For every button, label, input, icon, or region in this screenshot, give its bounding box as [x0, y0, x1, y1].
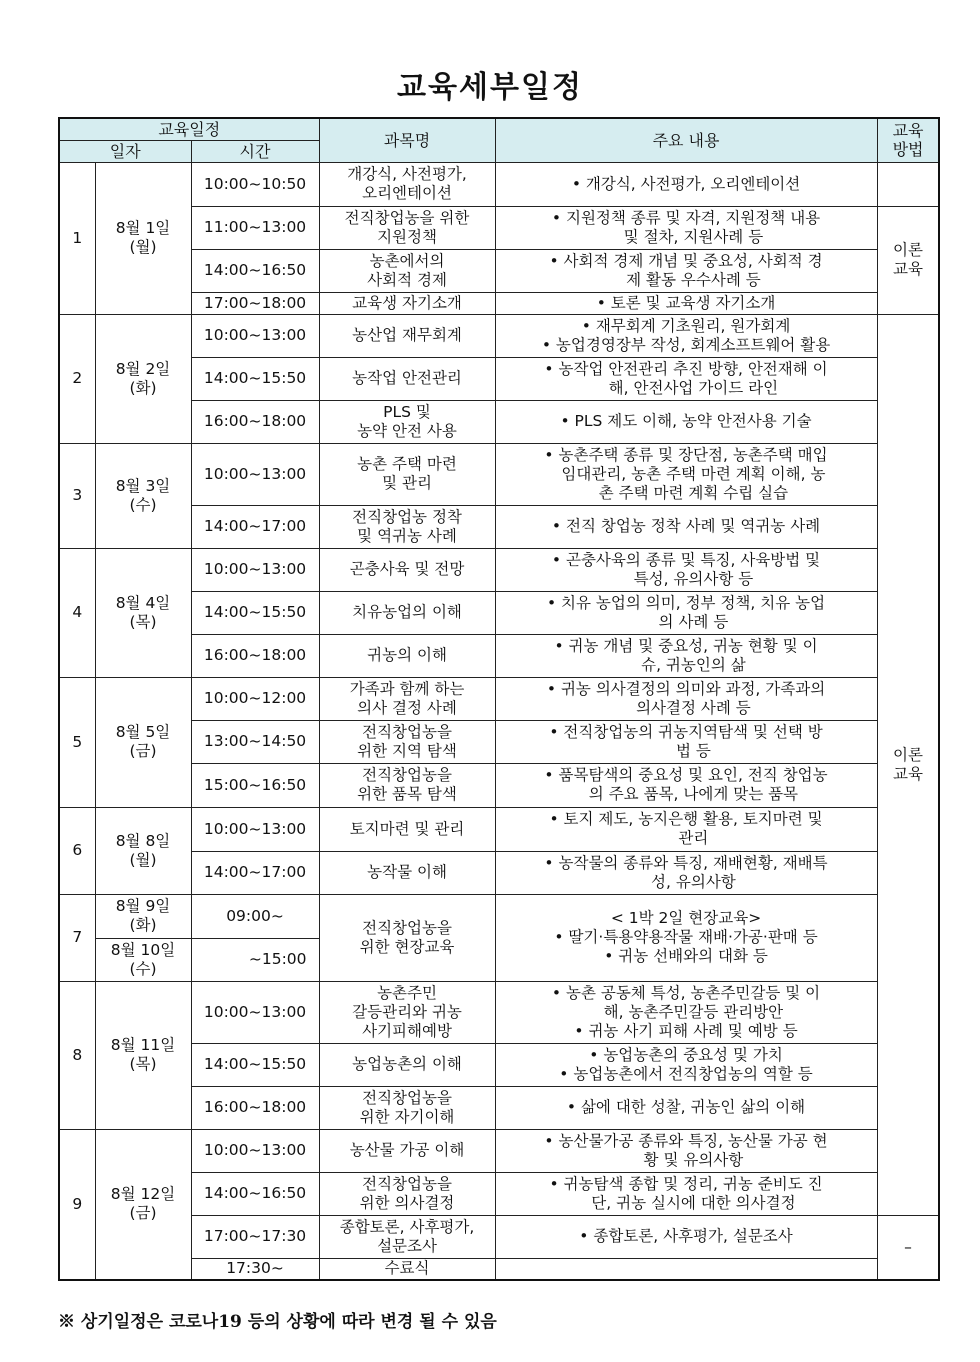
session-subject: 곤충사육 및 전망 [319, 548, 495, 591]
table-row [59, 292, 939, 314]
session-time: 14:00~15:50 [191, 591, 319, 634]
content-line: • 농촌주택 종류 및 장단점, 농촌주택 매입 [544, 445, 828, 464]
session-time: 10:00~12:00 [191, 677, 319, 720]
content-line: 해, 안전사업 가이드 라인 [593, 378, 779, 397]
session-subject: 치유농업의 이해 [319, 591, 495, 634]
content-cell [495, 1258, 877, 1280]
session-subject: 전직창업농을 위한 품목 탐색 [319, 763, 495, 807]
session-subject: 종합토론, 사후평가, 설문조사 [319, 1215, 495, 1258]
day-date: 8월 8일 (월) [95, 807, 191, 894]
day-number: 7 [59, 894, 95, 981]
content-line: • 농촌 공동체 특성, 농촌주민갈등 및 이 [551, 983, 821, 1002]
session-time: 16:00~18:00 [191, 1086, 319, 1129]
header-subject: 과목명 [319, 118, 495, 162]
table-row [59, 591, 939, 634]
table-row [59, 249, 939, 292]
content-line: 특성, 유의사항 등 [618, 569, 754, 588]
table-row [59, 720, 939, 763]
table-row [59, 677, 939, 720]
content-line: • 토론 및 교육생 자기소개 [596, 293, 776, 312]
session-subject: 수료식 [319, 1258, 495, 1280]
content-line: • PLS 제도 이해, 농약 안전사용 기술 [560, 412, 812, 430]
method-cell: – [877, 1215, 939, 1280]
table-row [59, 851, 939, 894]
content-cell [495, 314, 877, 357]
day-date: 8월 2일 (화) [95, 314, 191, 443]
content-line: 의 사례 등 [643, 612, 729, 631]
table-row [59, 1086, 939, 1129]
schedule-body [59, 162, 939, 1280]
content-line: • 딸기·특용약용작물 재배·가공·판매 등 [554, 928, 818, 946]
content-line: 제 활동 우수사례 등 [611, 270, 761, 289]
session-time: 14:00~15:50 [191, 357, 319, 400]
content-cell [495, 851, 877, 894]
content-line: • 귀농 선배와의 대화 등 [604, 947, 768, 965]
day-number: 8 [59, 981, 95, 1129]
content-line: 법 등 [661, 741, 711, 760]
content-line: 슈, 귀농인의 삶 [626, 655, 746, 674]
day-number: 9 [59, 1129, 95, 1280]
session-subject: 귀농의 이해 [319, 634, 495, 677]
table-row [59, 981, 939, 1043]
day-number: 2 [59, 314, 95, 443]
content-cell [495, 162, 877, 206]
session-subject: 교육생 자기소개 [319, 292, 495, 314]
session-subject: PLS 및 농약 안전 사용 [319, 400, 495, 443]
content-line: • 귀농 의사결정의 의미와 과정, 가족과의 [546, 679, 826, 698]
content-cell [495, 548, 877, 591]
session-time: ~15:00 [191, 938, 319, 981]
session-subject: 농산업 재무회계 [319, 314, 495, 357]
content-cell [495, 1043, 877, 1086]
content-cell [495, 763, 877, 807]
table-row [59, 1043, 939, 1086]
session-subject: 개강식, 사전평가, 오리엔테이션 [319, 162, 495, 206]
day-number: 3 [59, 443, 95, 548]
day-number: 5 [59, 677, 95, 807]
content-cell [495, 1129, 877, 1172]
header-schedule: 교육일정 [59, 118, 319, 140]
content-line: • 귀농탐색 종합 및 정리, 귀농 준비도 진 [549, 1174, 823, 1193]
page-title: 교육세부일정 [397, 70, 583, 105]
content-cell [495, 357, 877, 400]
table-row [59, 763, 939, 807]
content-line: • 개강식, 사전평가, 오리엔테이션 [571, 174, 801, 193]
day-date: 8월 1일 (월) [95, 162, 191, 314]
session-time: 17:00~18:00 [191, 292, 319, 314]
footnote: ※ 상기일정은 코로나19 등의 상황에 따라 변경 될 수 있음 [58, 1312, 497, 1332]
content-line: 해, 농촌주민갈등 관리방안 [588, 1002, 784, 1021]
table-row [59, 1215, 939, 1258]
table-row [59, 634, 939, 677]
content-line: • 전직창업농의 귀농지역탐색 및 선택 방 [549, 722, 823, 741]
content-cell [495, 1086, 877, 1129]
content-line: • 지원정책 종류 및 자격, 지원정책 내용 [551, 208, 821, 227]
table-row [59, 206, 939, 249]
day-date: 8월 10일 (수) [95, 938, 191, 981]
session-time: 10:00~13:00 [191, 807, 319, 851]
content-line: • 치유 농업의 의미, 정부 정책, 치유 농업 [546, 593, 826, 612]
content-line: • 곤충사육의 종류 및 특징, 사육방법 및 [551, 550, 821, 569]
session-time: 10:00~13:00 [191, 981, 319, 1043]
day-date: 8월 5일 (금) [95, 677, 191, 807]
day-date: 8월 12일 (금) [95, 1129, 191, 1280]
session-time: 14:00~17:00 [191, 851, 319, 894]
content-line: • 전직 창업농 정착 사례 및 역귀농 사례 [551, 517, 821, 535]
content-line: • 농업농촌의 중요성 및 가치 [589, 1045, 783, 1064]
session-subject: 농업농촌의 이해 [319, 1043, 495, 1086]
content-cell [495, 634, 877, 677]
session-subject: 전직창업농 정착 및 역귀농 사례 [319, 505, 495, 548]
content-line: 황 및 유의사항 [628, 1150, 744, 1169]
table-row [59, 807, 939, 851]
content-line: • 농업농촌에서 전직창업농의 역할 등 [559, 1064, 813, 1083]
session-time: 13:00~14:50 [191, 720, 319, 763]
content-line: • 재무회계 기초원리, 원가회계 [581, 316, 791, 335]
content-line: • 농업경영장부 작성, 회계소프트웨어 활용 [541, 335, 831, 354]
content-cell [495, 206, 877, 249]
content-cell [495, 292, 877, 314]
session-time: 17:00~17:30 [191, 1215, 319, 1258]
content-line: 의사결정 사례 등 [621, 698, 751, 717]
day-date: 8월 4일 (목) [95, 548, 191, 677]
session-subject: 전직창업농을 위한 의사결정 [319, 1172, 495, 1215]
table-row [59, 505, 939, 548]
schedule-table [58, 117, 940, 1281]
table-row [59, 162, 939, 206]
content-line: • 귀농 개념 및 중요성, 귀농 현황 및 이 [554, 636, 818, 655]
table-row [59, 314, 939, 357]
session-time: 14:00~17:00 [191, 505, 319, 548]
session-time: 09:00~ [191, 894, 319, 938]
content-cell [495, 894, 877, 981]
table-row [59, 400, 939, 443]
content-cell [495, 249, 877, 292]
content-line: 관리 [663, 829, 709, 847]
content-cell [495, 720, 877, 763]
header-method: 교육 방법 [877, 118, 939, 162]
session-subject: 가족과 함께 하는 의사 결정 사례 [319, 677, 495, 720]
content-cell [495, 591, 877, 634]
session-time: 14:00~16:50 [191, 1172, 319, 1215]
session-time: 10:00~13:00 [191, 548, 319, 591]
session-time: 16:00~18:00 [191, 400, 319, 443]
content-cell [495, 443, 877, 505]
method-cell [877, 162, 939, 206]
header-time: 시간 [191, 140, 319, 162]
content-line: 임대관리, 농촌 주택 마련 계획 이해, 농 [546, 464, 826, 483]
table-row [59, 894, 939, 938]
session-time: 14:00~16:50 [191, 249, 319, 292]
day-date: 8월 11일 (목) [95, 981, 191, 1129]
session-subject: 토지마련 및 관리 [319, 807, 495, 851]
content-cell [495, 505, 877, 548]
session-subject: 농촌주민 갈등관리와 귀농 사기피해예방 [319, 981, 495, 1043]
session-time: 15:00~16:50 [191, 763, 319, 807]
content-line: • 귀농 사기 피해 사례 및 예방 등 [574, 1021, 798, 1040]
day-date: 8월 9일 (화) [95, 894, 191, 938]
session-subject: 농산물 가공 이해 [319, 1129, 495, 1172]
content-cell [495, 1215, 877, 1258]
content-line: • 삶에 대한 성찰, 귀농인 삶의 이해 [566, 1098, 806, 1116]
content-line: 및 절차, 지원사례 등 [608, 227, 764, 246]
session-time: 10:00~10:50 [191, 162, 319, 206]
session-subject: 전직창업농을 위한 자기이해 [319, 1086, 495, 1129]
table-row [59, 1172, 939, 1215]
content-cell [495, 677, 877, 720]
session-time: 14:00~15:50 [191, 1043, 319, 1086]
content-line: • 품목탐색의 중요성 및 요인, 전직 창업농 [544, 766, 828, 784]
session-time: 10:00~13:00 [191, 314, 319, 357]
content-cell [495, 1172, 877, 1215]
method-cell: 이론 교육 [877, 206, 939, 314]
content-line: • 농작업 안전관리 추진 방향, 안전재해 이 [544, 359, 828, 378]
header-content: 주요 내용 [495, 118, 877, 162]
day-date: 8월 3일 (수) [95, 443, 191, 548]
day-number: 1 [59, 162, 95, 314]
session-time: 11:00~13:00 [191, 206, 319, 249]
session-subject: 농작물 이해 [319, 851, 495, 894]
session-subject: 전직창업농을 위한 지원정책 [319, 206, 495, 249]
content-cell [495, 400, 877, 443]
header-date: 일자 [59, 140, 191, 162]
session-subject: 전직창업농을 위한 현장교육 [319, 894, 495, 981]
day-number: 6 [59, 807, 95, 894]
table-row [59, 1129, 939, 1172]
content-line: • 농산물가공 종류와 특징, 농산물 가공 현 [544, 1131, 828, 1150]
table-row [59, 548, 939, 591]
content-line: • 농작물의 종류와 특징, 재배현황, 재배특 [544, 853, 828, 872]
day-number: 4 [59, 548, 95, 677]
session-time: 10:00~13:00 [191, 1129, 319, 1172]
session-time: 16:00~18:00 [191, 634, 319, 677]
method-cell: 이론 교육 [877, 314, 939, 1215]
content-line: 촌 주택 마련 계획 수립 실습 [583, 483, 789, 502]
session-time: 17:30~ [191, 1258, 319, 1280]
content-cell [495, 807, 877, 851]
session-subject: 전직창업농을 위한 지역 탐색 [319, 720, 495, 763]
content-line: • 종합토론, 사후평가, 설문조사 [579, 1227, 793, 1245]
table-row [59, 1258, 939, 1280]
content-line: • 사회적 경제 개념 및 중요성, 사회적 경 [549, 251, 823, 270]
session-time: 10:00~13:00 [191, 443, 319, 505]
content-cell [495, 981, 877, 1043]
content-line: 단, 귀농 실시에 대한 의사결정 [576, 1193, 796, 1212]
table-row [59, 357, 939, 400]
table-row [59, 443, 939, 505]
content-line: • 토지 제도, 농지은행 활용, 토지마련 및 [549, 810, 823, 828]
content-line: 의 주요 품목, 나에게 맞는 품목 [574, 785, 799, 803]
session-subject: 농작업 안전관리 [319, 357, 495, 400]
content-line: 성, 유의사항 [636, 872, 736, 891]
session-subject: 농촌 주택 마련 및 관리 [319, 443, 495, 505]
session-subject: 농촌에서의 사회적 경제 [319, 249, 495, 292]
content-line: < 1박 2일 현장교육> [610, 909, 762, 927]
